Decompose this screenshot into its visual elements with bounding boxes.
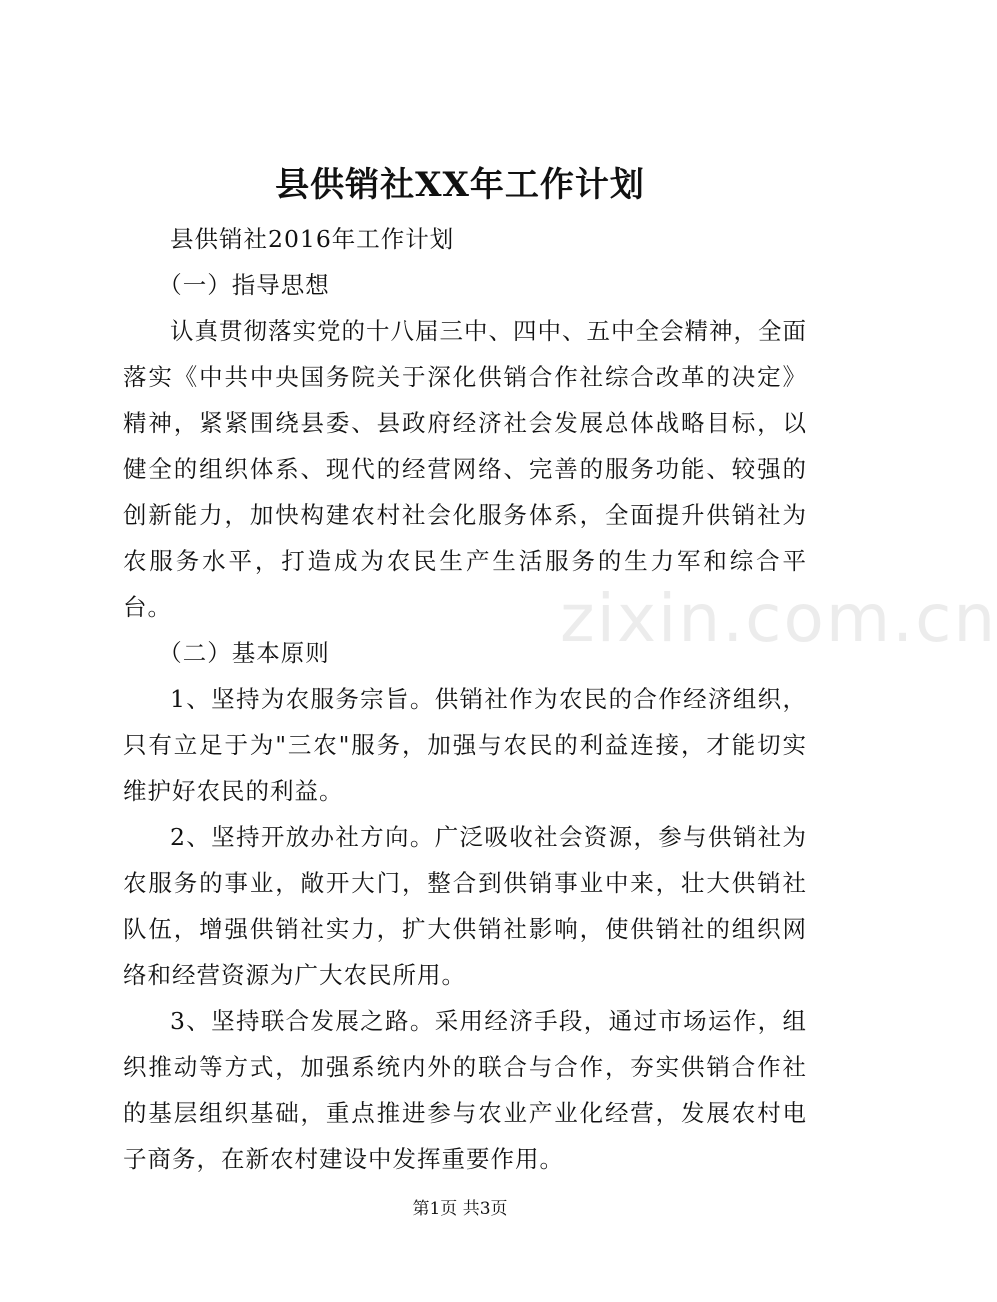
paragraph-principle-2: 2、坚持开放办社方向。广泛吸收社会资源，参与供销社为农服务的事业，敞开大门，整合到供销事业中来，壮大供销社队伍，增强供销社实力，扩大供销社影响，使供销社的组织网络和经营资源为广大农民所用。 bbox=[123, 823, 807, 989]
watermark: zixin.com.cn bbox=[560, 580, 997, 657]
section-heading-basic-principles: （二）基本原则 bbox=[158, 639, 330, 667]
paragraph-principle-3: 3、坚持联合发展之路。采用经济手段，通过市场运作，组织推动等方式，加强系统内外的联合与合作，夯实供销合作社的基层组织基础，重点推进参与农业产业化经营，发展农村电子商务，在新农村建设中发挥重要作用。 bbox=[123, 1007, 807, 1173]
section-heading-guiding-ideology: （一）指导思想 bbox=[158, 271, 330, 299]
paragraph-guiding-ideology: 认真贯彻落实党的十八届三中、四中、五中全会精神，全面落实《中共中央国务院关于深化供销合作社综合改革的决定》精神，紧紧围绕县委、县政府经济社会发展总体战略目标，以健全的组织体系、现代的经营网络、完善的服务功能、较强的创新能力，加快构建农村社会化服务体系，全面提升供销社为农服务水平，打造成为农民生产生活服务的生力军和综合平台。 bbox=[123, 317, 807, 621]
page-footer: 第1页 共3页 bbox=[412, 1199, 508, 1219]
document-title: 县供销社XX年工作计划 bbox=[275, 165, 645, 205]
document-body bbox=[123, 216, 807, 1182]
paragraph-principle-1: 1、坚持为农服务宗旨。供销社作为农民的合作经济组织，只有立足于为"三农"服务，加强与农民的利益连接，才能切实维护好农民的利益。 bbox=[123, 685, 807, 805]
subtitle-line: 县供销社2016年工作计划 bbox=[170, 225, 455, 253]
